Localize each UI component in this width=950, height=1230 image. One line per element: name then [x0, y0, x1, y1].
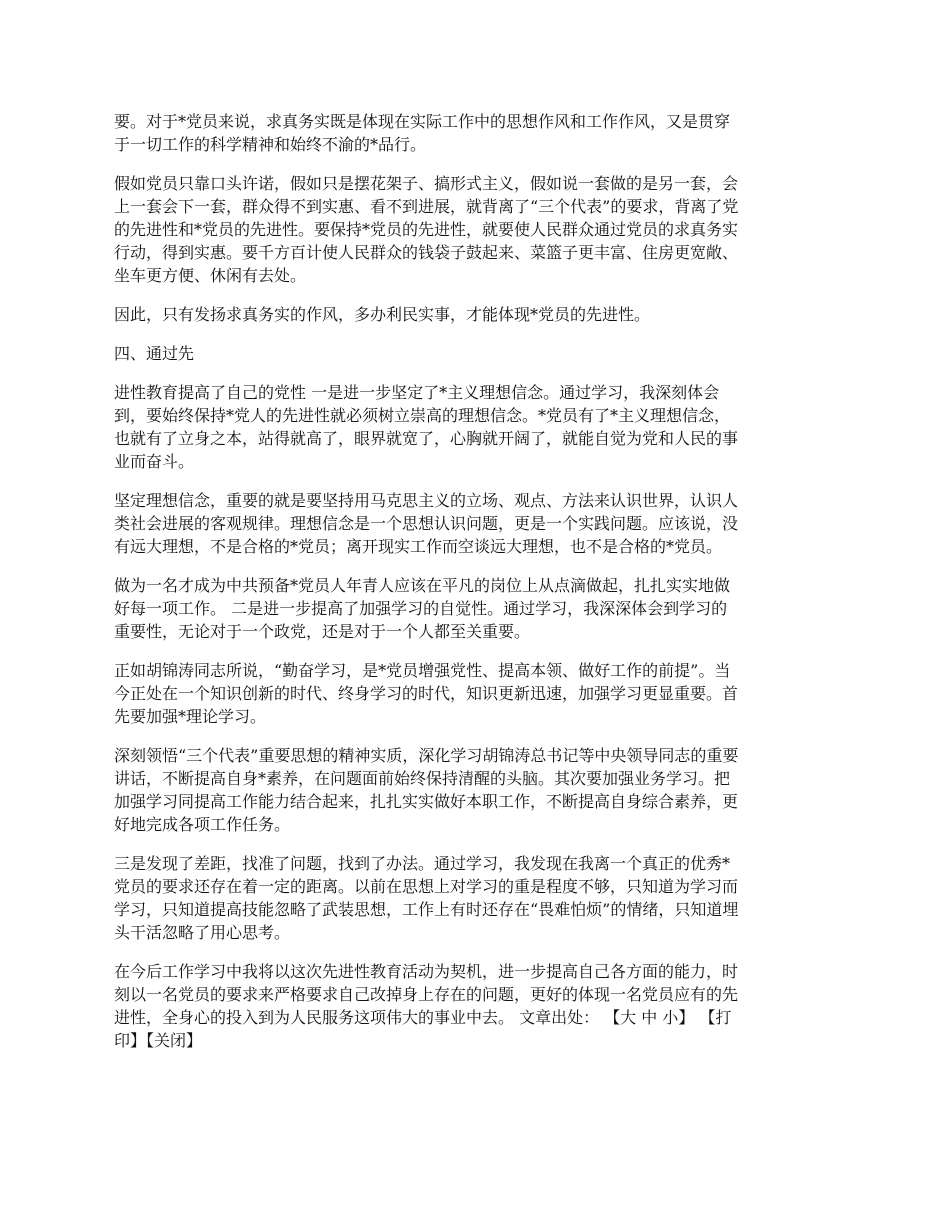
- section-heading: 四、通过先: [114, 344, 195, 363]
- document-body: [114, 110, 838, 1068]
- paragraph: 因此，只有发扬求真务实的作风，多办利民实事，才能体现*党员的先进性。: [114, 305, 651, 324]
- closing-paragraph: 在今后工作学习中我将以这次先进性教育活动为契机，进一步提高自己各方面的能力，时 刻以一名党员的要求来严格要求自己改掉身上存在的问题，更好的体现一名党员应有的先 进性，全身心的投入到为人民服务这项伟大的事业中去。 文章出处： 【大 中 小】 【打 印】【关闭】: [114, 962, 739, 1050]
- paragraph: 深刻领悟“三个代表”重要思想的精神实质，深化学习胡锦涛总书记等中央领导同志的重要 讲话，不断提高自身*素养，在问题面前始终保持清醒的头脑。其次要加强业务学习。把 加强学习同提高工作能力结合起来，扎扎实实做好本职工作，不断提高自身综合素养，更 好地完成各项工作任务。: [114, 746, 739, 834]
- paragraph: 三是发现了差距，找准了问题，找到了办法。通过学习，我发现在我离一个真正的优秀* 党员的要求还存在着一定的距离。以前在思想上对学习的重是程度不够，只知道为学习而 学习，只知道提高技能忽略了武装思想，工作上有时还存在“畏难怕烦”的情绪，只知道埋 头干活忽略了用心思考。: [114, 854, 739, 942]
- paragraph: 进性教育提高了自己的党性 一是进一步坚定了*主义理想信念。通过学习，我深刻体会 到，要始终保持*党人的先进性就必须树立崇高的理想信念。*党员有了*主义理想信念， 也就有了立身之本，站得就高了，眼界就宽了，心胸就开阔了，就能自觉为党和人民的事 业而奋斗。: [114, 383, 739, 471]
- paragraph: 正如胡锦涛同志所说，“勤奋学习，是*党员增强党性、提高本领、做好工作的前提”。当 今正处在一个知识创新的时代、终身学习的时代，知识更新迅速，加强学习更显重要。首 先要加强*理论学习。: [114, 661, 739, 726]
- paragraph: 假如党员只靠口头许诺，假如只是摆花架子、搞形式主义，假如说一套做的是另一套，会 上一套会下一套，群众得不到实惠、看不到进展，就背离了“三个代表”的要求，背离了党 的先进性和*党员的先进性。要保持*党员的先进性，就要使人民群众通过党员的求真务实 行动，得到实惠。要千方百计使人民群众的钱袋子鼓起来、菜篮子更丰富、住房更宽敞、 坐车更方便、休闲有去处。: [114, 174, 739, 285]
- paragraph: 要。对于*党员来说，求真务实既是体现在实际工作中的思想作风和工作作风，又是贯穿 于一切工作的科学精神和始终不渝的*品行。: [114, 112, 731, 154]
- paragraph: 坚定理想信念，重要的就是要坚持用马克思主义的立场、观点、方法来认识世界，认识人 类社会进展的客观规律。理想信念是一个思想认识问题，更是一个实践问题。应该说，没 有远大理想，不是合格的*党员；离开现实工作而空谈远大理想，也不是合格的*党员。: [114, 491, 739, 556]
- paragraph: 做为一名才成为中共预备*党员人年青人应该在平凡的岗位上从点滴做起，扎扎实实地做 好每一项工作。 二是进一步提高了加强学习的自觉性。通过学习，我深深体会到学习的 重要性，无论对于一个政党，还是对于一个人都至关重要。: [114, 576, 731, 641]
